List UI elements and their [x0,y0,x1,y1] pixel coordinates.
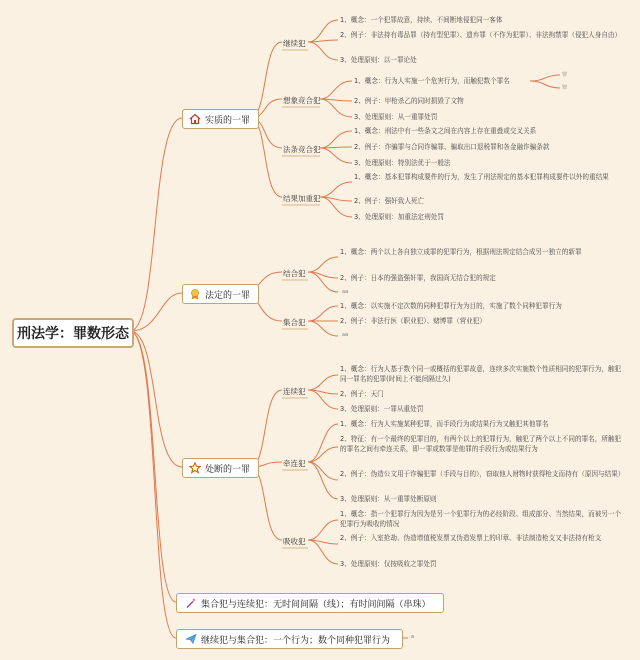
leaf-imaginative-example[interactable]: 2、例子：甲枪杀乙的同时损毁了文物 [354,97,464,105]
leaf-absorbed-concept[interactable]: 1、概念：指一个犯罪行为因为是另一个犯罪行为的必经阶段、组成部分、当然结果，而被另一个犯罪行为吸收的情况 [340,510,622,528]
category-summary-collective-continuous[interactable] [176,593,444,613]
summary-note: a [411,634,415,640]
leaf-continuous-principle[interactable]: 3、处理原则：一罪从重处罚 [340,405,424,413]
leaf-aggravated-concept[interactable]: 1、概念：基本犯罪构成要件的行为，发生了刑法规定的基本犯罪构成要件以外的重结果 [354,173,609,181]
category-substantive[interactable] [182,109,259,129]
category-label: 集合犯与连续犯：无时间间隔（线）；有时间间隔（串珠） [201,599,431,610]
leaf-continuing-principle[interactable]: 3、处理原则：以一罪论处 [340,56,417,64]
paper-plane-icon [185,633,197,645]
leaf-imaginative-tag[interactable]: 罪 [562,72,568,78]
badge-icon [189,288,201,300]
leaf-continuous-example[interactable]: 2、例子：天门 [340,390,384,398]
leaf-implicated-feature[interactable]: 2、特征：有一个最终的犯罪目的，有两个以上的犯罪行为，触犯了两个以上不同的罪名，所触犯的罪名之间有牵连关系，即一罪或数罪是他罪的手段行为或结果行为 [340,435,622,453]
category-sentencing[interactable] [182,458,259,478]
leaf-imaginative-tag[interactable]: 罪 [562,85,568,91]
wand-icon [185,597,197,609]
sub-combined[interactable]: 结合犯 [283,269,306,278]
leaf-continuing-example[interactable]: 2、例子：非法持有毒品罪（持有型犯罪）、遗弃罪（不作为犯罪）、非法拘禁罪（侵犯人身自由） [340,31,622,39]
category-summary-continuing-collective[interactable] [176,629,403,649]
sub-collective[interactable]: 集合犯 [283,318,306,327]
leaf-collective-example[interactable]: 2、例子：非法行医（职业犯）、赌博罪（营业犯） [340,317,486,325]
sub-imaginative[interactable]: 想象竞合犯 [283,96,321,105]
leaf-collective-note[interactable]: aa [342,332,349,338]
leaf-statutory-concept[interactable]: 1、概念：刑法中有一些条文之间在内容上存在重叠或交叉关系 [354,127,537,135]
leaf-absorbed-principle[interactable]: 3、处理原则：仅按吸收之罪处罚 [340,560,437,568]
leaf-implicated-principle[interactable]: 3、处理原则：从一重罪处断原则 [340,495,437,503]
leaf-combined-example[interactable]: 2、例子：日本的强盗强奸罪，我国尚无结合犯的规定 [340,274,496,282]
category-label: 实质的一罪 [205,115,251,126]
sub-statutory-conflict[interactable]: 法条竞合犯 [283,145,321,154]
leaf-aggravated-example[interactable]: 2、例子：强奸致人死亡 [354,197,425,205]
root-topic[interactable]: 刑法学：罪数形态 [12,318,134,348]
sub-continuing[interactable]: 继续犯 [283,39,306,48]
category-label: 法定的一罪 [205,290,251,301]
leaf-statutory-example[interactable]: 2、例子：诈骗罪与合同诈骗罪、骗取出口退税罪和各金融诈骗条款 [354,143,550,151]
leaf-imaginative-principle[interactable]: 3、处理原则：从一重罪处罚 [354,113,438,121]
leaf-statutory-principle[interactable]: 3、处理原则：特别法优于一般法 [354,159,451,167]
star-icon [189,462,201,474]
sub-implicated[interactable]: 牵连犯 [283,459,306,468]
leaf-absorbed-example[interactable]: 2、例子：入室抢劫、伪造增值税发票又伪造发票上的印章、非法制造枪支又非法持有枪支 [340,534,602,542]
leaf-implicated-example[interactable]: 2、例子：伪造公文用于诈骗犯罪（手段与目的），窃取他人财物时获得枪支而持有（原因与结果） [340,470,625,478]
home-icon [189,113,201,125]
leaf-continuing-concept[interactable]: 1、概念：一个犯罪故意，持续、不间断地侵犯同一客体 [340,16,503,24]
leaf-combined-concept[interactable]: 1、概念：两个以上各自独立成罪的犯罪行为，根据刑法规定结合成另一独立的新罪 [340,248,582,256]
category-label: 处断的一罪 [205,464,251,475]
leaf-aggravated-principle[interactable]: 3、处理原则：加重法定刑处罚 [354,213,444,221]
category-legal[interactable] [182,284,259,304]
leaf-collective-concept[interactable]: 1、概念：以实施不定次数的同种犯罪行为为目的，实施了数个同种犯罪行为 [340,302,562,310]
sub-continuous[interactable]: 连续犯 [283,387,306,396]
sub-absorbed[interactable]: 吸收犯 [283,537,306,546]
leaf-continuous-concept[interactable]: 1、概念：行为人基于数个同一或概括的犯罪故意，连续多次实施数个性质相同的犯罪行为，触犯同一罪名的犯罪(时间上不能间隔过久) [340,365,622,383]
category-label: 继续犯与集合犯：一个行为；数个同种犯罪行为 [201,635,391,646]
sub-aggravated-result[interactable]: 结果加重犯 [283,194,321,203]
leaf-implicated-concept[interactable]: 1、概念：行为人实施某种犯罪，而手段行为或结果行为又触犯其他罪名 [340,420,549,428]
leaf-imaginative-concept[interactable]: 1、概念：行为人实施一个危害行为，而触犯数个罪名 [354,77,510,85]
leaf-combined-note[interactable]: aa [342,289,349,295]
